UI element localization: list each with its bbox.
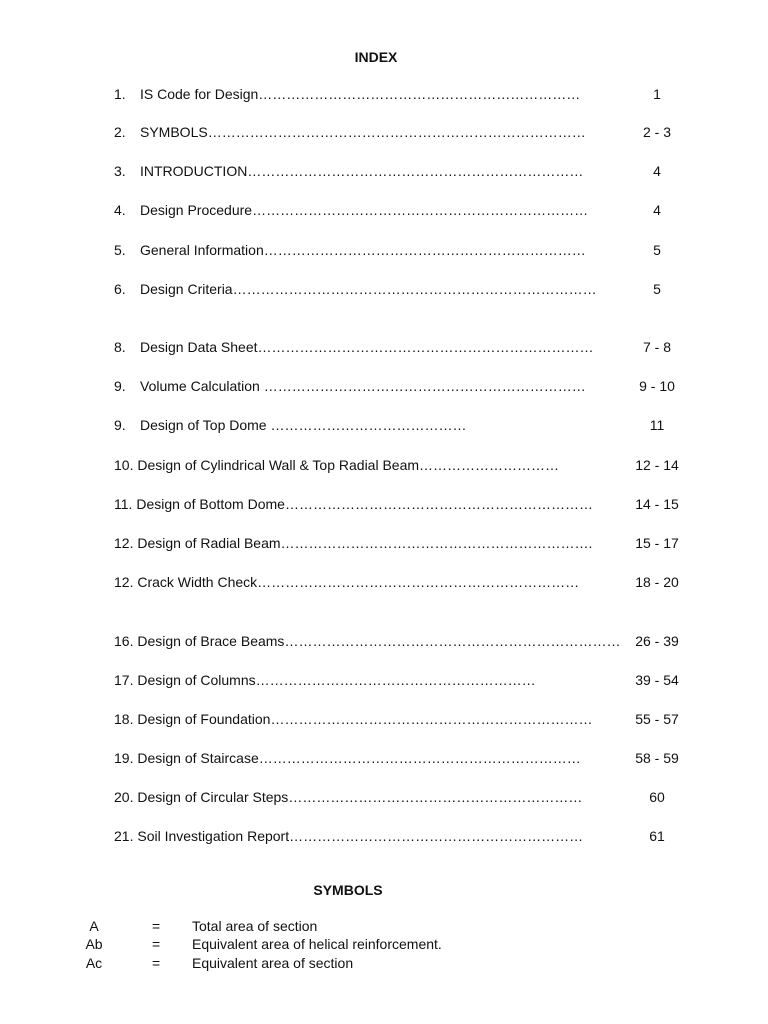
toc-entry-page: 60	[649, 789, 665, 805]
toc-entry-leader-dots: ……………………………………………………………	[263, 378, 586, 394]
toc-entry	[114, 672, 704, 690]
toc-entry-number: 21.	[114, 828, 134, 844]
toc-entry	[114, 124, 704, 142]
toc-entry-title-text: Soil Investigation Report	[137, 828, 290, 844]
toc-entry-number: 19.	[114, 750, 134, 766]
toc-entry	[114, 86, 704, 104]
symbol-name: A	[89, 918, 99, 934]
toc-entry-title-text: Design of Radial Beam	[137, 535, 281, 551]
toc-entry-number: 4.	[114, 202, 126, 218]
toc-entry-title-text: Design of Columns	[137, 672, 256, 688]
toc-entry-number: 9.	[114, 378, 126, 394]
toc-entry-page: 15 - 17	[635, 535, 679, 551]
toc-entry	[114, 378, 704, 396]
toc-entry-number: 2.	[114, 124, 126, 140]
toc-entry-title-text: Design of Bottom Dome	[136, 496, 285, 512]
toc-entry-title	[140, 281, 597, 297]
toc-entry-leader-dots: ………………………………………………………………	[284, 633, 621, 649]
toc-entry-title-text: Design Procedure	[140, 202, 253, 218]
symbol-definition: Total area of section	[192, 918, 318, 934]
toc-entry-number: 6.	[114, 281, 126, 297]
toc-entry	[114, 457, 704, 475]
toc-entry-leader-dots: ………………………………………………………………	[247, 163, 584, 179]
toc-entry-title	[114, 750, 581, 766]
toc-entry	[114, 750, 704, 768]
toc-entry-page: 14 - 15	[635, 496, 679, 512]
toc-entry-number: 18.	[114, 711, 134, 727]
toc-entry-leader-dots: ……………………………………	[270, 417, 467, 433]
toc-entry-page: 26 - 39	[635, 633, 679, 649]
symbol-equals: =	[152, 936, 161, 952]
toc-entry	[114, 535, 704, 553]
toc-entry-number: 17.	[114, 672, 134, 688]
toc-entry-number: 8.	[114, 339, 126, 355]
toc-entry-number: 20.	[114, 789, 134, 805]
toc-entry-title-text: IS Code for Design	[140, 86, 259, 102]
toc-entry-leader-dots: ……………………………………………………………	[270, 711, 593, 727]
toc-entry-title-text: Design Criteria	[140, 281, 233, 297]
toc-entry-title-text: Design of Cylindrical Wall & Top Radial Beam	[137, 457, 420, 473]
toc-entry	[114, 202, 704, 220]
toc-entry-leader-dots: ………………………………………………………	[288, 789, 583, 805]
toc-entry-page: 39 - 54	[635, 672, 679, 688]
toc-entry-leader-dots: ……………………………………………………………………	[232, 281, 597, 297]
toc-entry-number: 16.	[114, 633, 134, 649]
toc-entry-title-text: Volume Calculation	[140, 378, 264, 394]
toc-entry-page: 4	[653, 163, 661, 179]
toc-entry-leader-dots: ……………………………………………………………	[263, 242, 586, 258]
toc-entry-title	[114, 535, 592, 551]
toc-entry-title-text: SYMBOLS	[140, 124, 208, 140]
toc-entry-title	[140, 163, 583, 179]
toc-entry-page: 9 - 10	[639, 378, 675, 394]
toc-entry-title	[140, 86, 580, 102]
toc-entry-title	[114, 574, 579, 590]
toc-entry-number: 11.	[114, 496, 133, 512]
toc-entry-leader-dots: ………………………………………………………………	[252, 202, 589, 218]
toc-entry-page: 2 - 3	[642, 124, 671, 140]
toc-entry-title	[114, 496, 593, 512]
toc-entry-title-text: General Information	[140, 242, 264, 258]
toc-entry-title	[140, 378, 586, 394]
symbol-definition: Equivalent area of helical reinforcement.	[192, 936, 442, 952]
toc-entry-page: 61	[649, 828, 665, 844]
toc-entry-title-text: Design of Brace Beams	[137, 633, 285, 649]
toc-entry-number: 9.	[114, 417, 126, 433]
toc-entry-leader-dots: ………………………………………………………	[289, 828, 584, 844]
toc-entry-page: 4	[653, 202, 661, 218]
toc-entry-number: 12.	[114, 535, 134, 551]
toc-entry-page: 11	[649, 417, 665, 433]
toc-entry-leader-dots: ……………………………………………………………	[257, 574, 580, 590]
toc-entry-title	[140, 202, 588, 218]
toc-entry	[114, 417, 704, 435]
symbol-name: Ac	[85, 955, 103, 971]
toc-entry	[114, 711, 704, 729]
toc-entry-title-text: Design of Circular Steps	[137, 789, 289, 805]
toc-entry-title	[140, 242, 586, 258]
toc-entry-leader-dots: ………………………………………………………….	[280, 535, 593, 551]
symbol-equals: =	[152, 955, 161, 971]
toc-entry-page: 1	[653, 86, 661, 102]
toc-entry-leader-dots: …………………………………………………………	[284, 496, 593, 512]
toc-entry	[114, 789, 704, 807]
toc-entry-page: 7 - 8	[642, 339, 671, 355]
toc-entry-leader-dots: ……………………………………………………………	[258, 750, 581, 766]
toc-entry-number: 5.	[114, 242, 126, 258]
toc-entry-number: 10.	[114, 457, 134, 473]
toc-entry-title	[140, 417, 466, 433]
toc-entry-number: 1.	[114, 86, 126, 102]
toc-entry-page: 12 - 14	[635, 457, 679, 473]
toc-entry-number: 3.	[114, 163, 126, 179]
toc-entry-leader-dots: ………………………………………………………………	[257, 339, 594, 355]
toc-entry-title-text: Design of Staircase	[137, 750, 259, 766]
toc-entry-page: 18 - 20	[635, 574, 679, 590]
symbol-definition: Equivalent area of section	[192, 955, 354, 971]
toc-entry-title	[114, 457, 559, 473]
toc-entry-title	[114, 711, 592, 727]
toc-entry	[114, 828, 704, 846]
toc-entry	[114, 242, 704, 260]
toc-entry-leader-dots: …………………………	[419, 457, 560, 473]
symbol-equals: =	[152, 918, 161, 934]
toc-entry-title-text: Design of Foundation	[137, 711, 271, 727]
toc-entry-leader-dots: ………………………………………………………………………	[207, 124, 586, 140]
toc-entry-page: 5	[653, 242, 661, 258]
toc-entry-title	[114, 672, 536, 688]
toc-entry-title	[114, 789, 582, 805]
toc-entry-title	[114, 633, 620, 649]
toc-entry-leader-dots: ……………………………………………………	[255, 672, 536, 688]
symbols-heading: SYMBOLS	[313, 882, 383, 898]
toc-entry	[114, 163, 704, 181]
toc-entry	[114, 633, 704, 651]
toc-entry	[114, 339, 704, 357]
toc-entry-number: 12.	[114, 574, 134, 590]
symbol-row	[0, 936, 768, 954]
toc-entry-page: 58 - 59	[635, 750, 679, 766]
toc-entry	[114, 574, 704, 592]
toc-entry-title	[114, 828, 583, 844]
toc-entry-page: 55 - 57	[635, 711, 679, 727]
toc-entry-title	[140, 124, 586, 140]
toc-entry-title-text: Crack Width Check	[137, 574, 258, 590]
toc-entry	[114, 281, 704, 299]
toc-entry-title-text: INTRODUCTION	[140, 163, 248, 179]
toc-entry-title-text: Design Data Sheet	[140, 339, 258, 355]
symbol-row	[0, 955, 768, 973]
toc-entry-title-text: Design of Top Dome	[140, 417, 271, 433]
toc-entry-leader-dots: ……………………………………………………………	[258, 86, 581, 102]
toc-entry-title	[140, 339, 594, 355]
symbol-name: Ab	[85, 936, 103, 952]
toc-entry	[114, 496, 704, 514]
index-heading: INDEX	[354, 49, 398, 65]
toc-entry-page: 5	[653, 281, 661, 297]
symbol-row	[0, 918, 768, 936]
